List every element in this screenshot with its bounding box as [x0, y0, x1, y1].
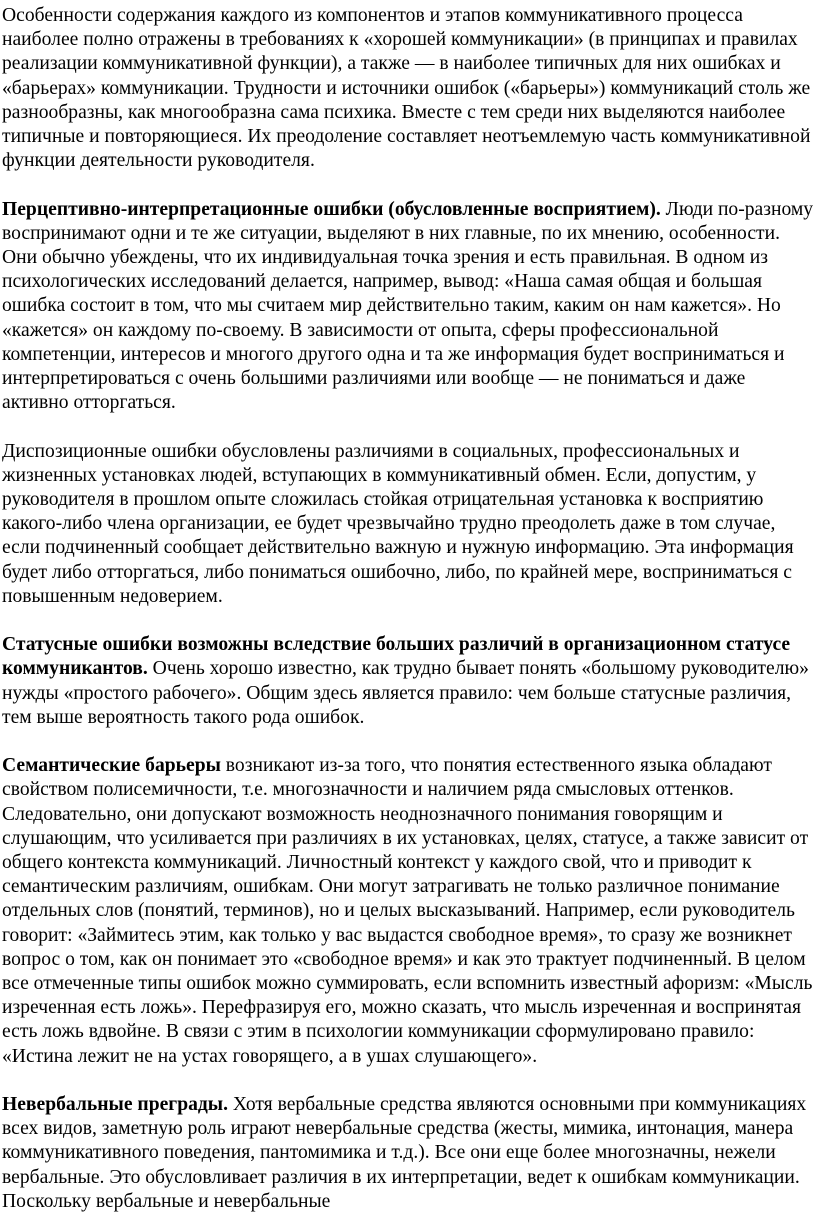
paragraph-lead: Невербальные преграды.	[2, 1094, 228, 1116]
paragraph-body: возникают из-за того, что понятия естественного языка обладают свойством полисемичности, т.е. многозначности и наличием ряда смысловых оттенков. Следовательно, они допускают возможность неоднозначного понимания говорящим и слушающим, что усиливается при различиях в их установках, целях, статусе, а также зависит от общего контекста коммуникаций. Личностный контекст у каждого свой, что и приводит к семантическим различиям, ошибкам. Они могут затрагивать не только различное понимание отдельных слов (понятий, терминов), но и целых высказываний. Например, если руководитель говорит: «Займитесь этим, как только у вас выдастся свободное время», то сразу же возникнет вопрос о том, как он понимает это «свободное время» и как это трактует подчиненный. В целом все отмеченные типы ошибок можно суммировать, если вспомнить известный афоризм: «Мысль изреченная есть ложь». Перефразируя его, можно сказать, что мысль изреченная и воспринятая есть ложь вдвойне. В связи с этим в психологии коммуникации сформулировано правило: «Истина лежит не на устах говорящего, а в ушах слушающего».	[2, 755, 813, 1067]
paragraph-body: Особенности содержания каждого из компонентов и этапов коммуникативного процесса наиболее полно отражены в требованиях к «хорошей коммуникации» (в принципах и правилах реализации коммуникативной функции), а также — в наиболее типичных для них ошибках и «барьерах» коммуникации. Трудности и источники ошибок («барьеры») коммуникаций столь же разнообразны, как многообразна сама психика. Вместе с тем среди них выделяются наиболее типичные и повторяющиеся. Их преодоление составляет неотъемлемую часть коммуникативной функции деятельности руководителя.	[2, 5, 811, 172]
paragraph-perceptual-errors	[2, 198, 814, 416]
paragraph-body: Люди по-разному воспринимают одни и те же ситуации, выделяют в них главные, по их мнению, особенности. Они обычно убеждены, что их индивидуальная точка зрения и есть правильная. В одном из психологических исследований делается, например, вывод: «Наша самая общая и большая ошибка состоит в том, что мы считаем мир действительно таким, каким он нам кажется». Но «кажется» он каждому по-своему. В зависимости от опыта, сферы профессиональной компетенции, интересов и многого другого одна и та же информация будет восприниматься и интерпретироваться с очень большими различиями или вообще — не пониматься и даже активно отторгаться.	[2, 198, 814, 414]
paragraph-intro	[2, 4, 814, 173]
paragraph-nonverbal-barriers	[2, 1093, 814, 1214]
paragraph-lead: Перцептивно-интерпретационные ошибки (обусловленные восприятием).	[2, 198, 661, 220]
paragraph-status-errors	[2, 633, 814, 730]
paragraph-lead: Статусные ошибки возможны вследствие больших различий в организационном статусе коммуникантов.	[2, 634, 791, 680]
paragraph-body: Очень хорошо известно, как трудно бывает понять «большому руководителю» нужды «простого рабочего». Общим здесь является правило: чем больше статусные различия, тем выше вероятность такого рода ошибок.	[2, 658, 809, 728]
paragraph-body: Хотя вербальные средства являются основными при коммуникациях всех видов, заметную роль играют невербальные средства (жесты, мимика, интонация, манера коммуникативного поведения, пантомимика и т.д.). Все они еще более многозначны, нежели вербальные. Это обусловливает различия в их интерпретации, ведет к ошибкам коммуникации. Поскольку вербальные и невербальные	[2, 1094, 807, 1212]
paragraph-dispositional-errors	[2, 440, 814, 609]
paragraph-semantic-barriers	[2, 754, 814, 1069]
paragraph-body: Диспозиционные ошибки обусловлены различиями в социальных, профессиональных и жизненных установках людей, вступающих в коммуникативный обмен. Если, допустим, у руководителя в прошлом опыте сложилась стойкая отрицательная установка к восприятию какого-либо члена организации, ее будет чрезвычайно трудно преодолеть даже в том случае, если подчиненный сообщает действительно важную и нужную информацию. Эта информация будет либо отторгаться, либо пониматься ошибочно, либо, по крайней мере, восприниматься с повышенным недоверием.	[2, 440, 794, 607]
paragraph-lead: Семантические барьеры	[2, 755, 221, 777]
